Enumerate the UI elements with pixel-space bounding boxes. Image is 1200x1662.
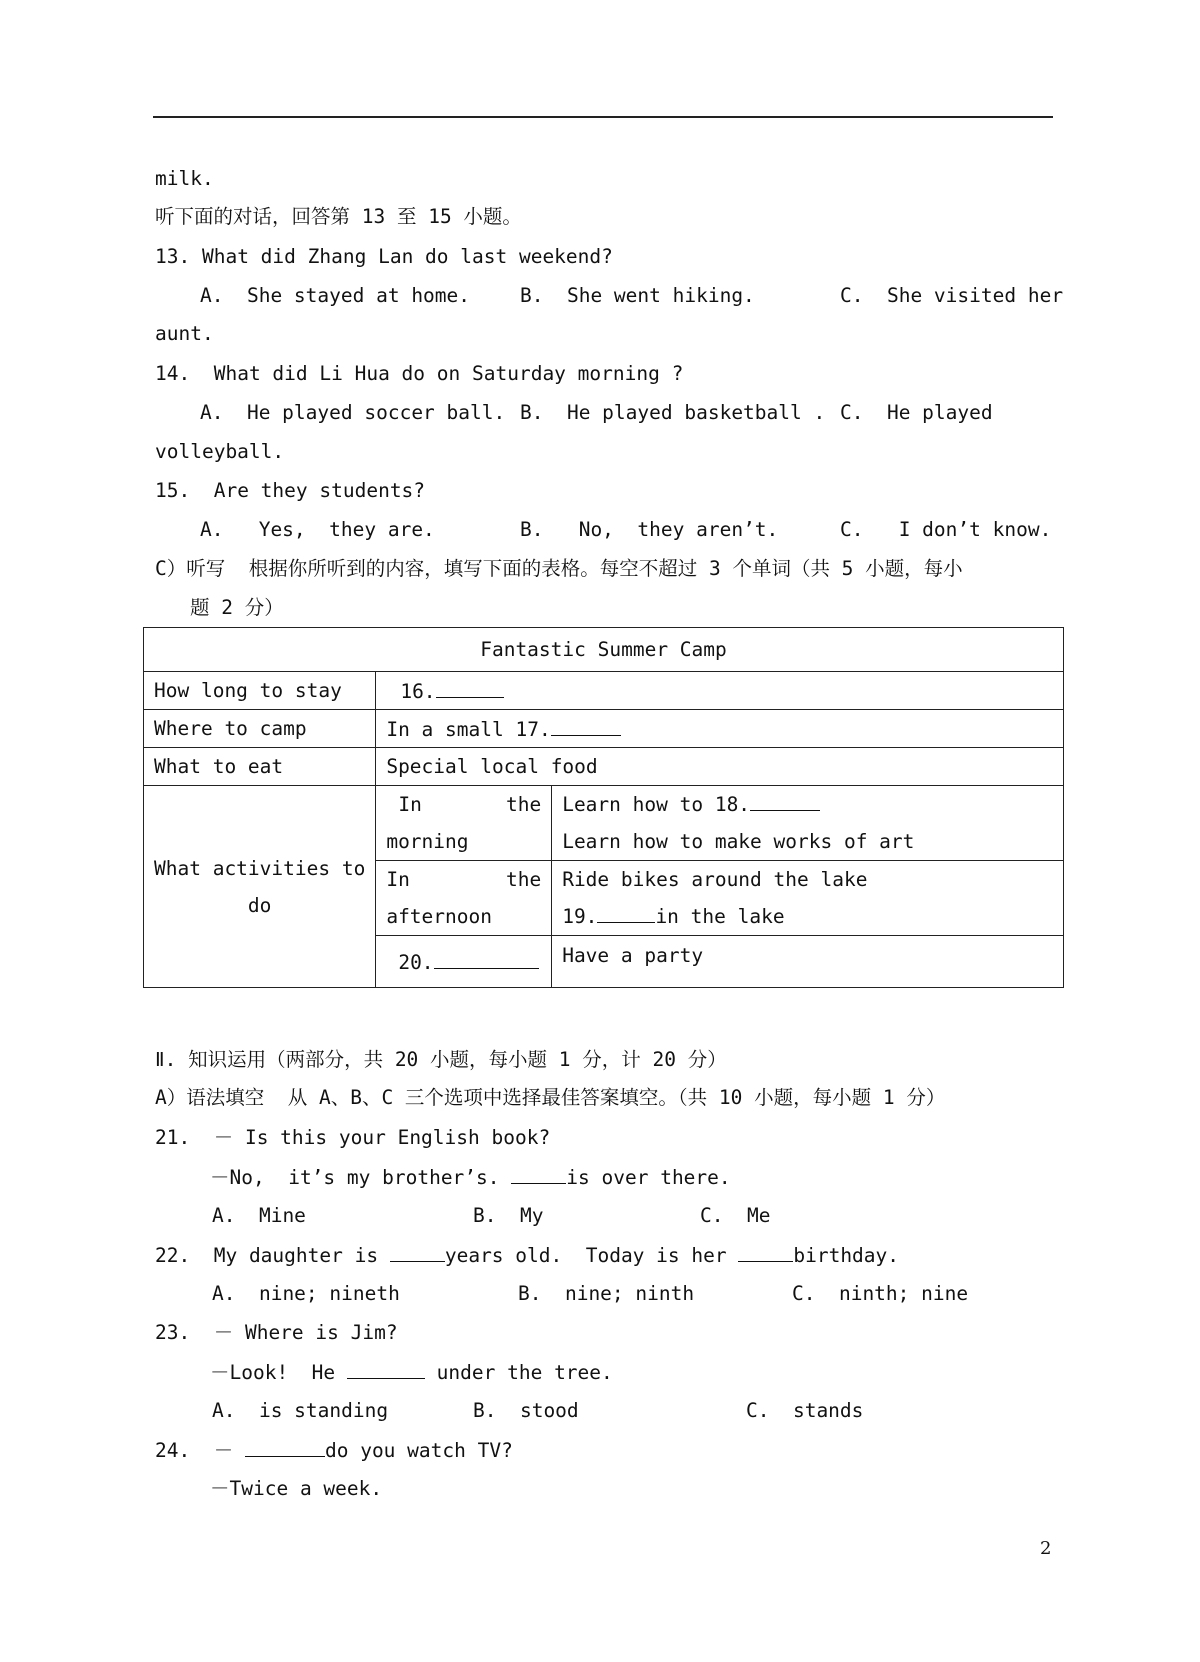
q14-option-a: A. He played soccer ball. [200, 401, 506, 424]
q21-option-c: C. Me [700, 1204, 771, 1227]
q23-reply: －Look! He under the tree. [210, 1361, 613, 1384]
question-13 [155, 245, 613, 269]
time-afternoon: In the afternoon [376, 861, 552, 936]
answer-blank-19[interactable] [597, 904, 655, 923]
q14-option-c-cont: volleyball. [155, 440, 285, 463]
q15-option-a: A. Yes, they are. [200, 518, 435, 541]
part2-heading: Ⅱ. 知识运用（两部分，共 20 小题，每小题 1 分，计 20 分） [155, 1048, 727, 1071]
q21-option-b: B. My [473, 1204, 544, 1227]
question-text: Are they students? [213, 479, 426, 502]
summer-camp-table [143, 627, 1064, 988]
q21-reply: －No, it’s my brother’s. is over there. [210, 1166, 731, 1189]
continuation-text: milk. [155, 167, 214, 190]
question-22: 22. My daughter is years old. Today is her birthday. [155, 1244, 900, 1267]
table-label-eat: What to eat [144, 748, 376, 786]
q23-option-c: C. stands [746, 1399, 864, 1422]
dictation-instruction-cont: 题 2 分） [190, 596, 284, 619]
table-label-activities: What activities to do [144, 786, 376, 988]
answer-blank-21[interactable] [511, 1165, 566, 1184]
question-text: What did Li Hua do on Saturday morning ? [213, 362, 684, 385]
q22-option-a: A. nine; nineth [212, 1282, 400, 1305]
q13-option-c-cont: aunt. [155, 322, 214, 345]
afternoon-activities: Ride bikes around the lake 19. in the lake [552, 861, 1064, 936]
question-number: 21. [155, 1126, 191, 1149]
table-value-where: In a small 17. [376, 710, 1064, 748]
question-number: 22. [155, 1244, 191, 1267]
q22-option-b: B. nine; ninth [518, 1282, 695, 1305]
part2-subheading: A）语法填空 从 A、B、C 三个选项中选择最佳答案填空。（共 10 小题，每小题 1 分） [155, 1086, 946, 1109]
q23-option-b: B. stood [473, 1399, 579, 1422]
question-14 [155, 362, 683, 386]
q13-option-c: C. She visited her [840, 284, 1064, 307]
answer-blank-22a[interactable] [390, 1243, 445, 1262]
question-number: 23. [155, 1321, 191, 1344]
dictation-instruction: C）听写 根据你所听到的内容，填写下面的表格。每空不超过 3 个单词（共 5 小题，每小 [155, 557, 963, 580]
q13-option-a: A. She stayed at home. [200, 284, 471, 307]
question-23: 23. － Where is Jim? [155, 1321, 398, 1344]
page-number: 2 [1040, 1538, 1052, 1559]
q14-option-b: B. He played basketball . [520, 401, 826, 424]
answer-blank-20[interactable] [434, 950, 539, 969]
morning-activities: Learn how to 18. Learn how to make works of art [552, 786, 1064, 861]
q15-option-b: B. No, they aren’t. [520, 518, 779, 541]
question-number: 14. [155, 362, 191, 385]
table-label-where: Where to camp [144, 710, 376, 748]
question-21: 21. － Is this your English book? [155, 1126, 551, 1149]
question-text: What did Zhang Lan do last weekend? [201, 245, 613, 268]
answer-blank-24[interactable] [245, 1438, 325, 1457]
evening-activity: Have a party [552, 936, 1064, 988]
question-number: 13. [155, 245, 191, 268]
time-evening: 20. [376, 936, 552, 988]
table-label-stay: How long to stay [144, 672, 376, 710]
q15-option-c: C. I don’t know. [840, 518, 1052, 541]
q23-option-a: A. is standing [212, 1399, 389, 1422]
answer-blank-16[interactable] [436, 679, 504, 698]
question-15 [155, 479, 425, 503]
time-morning: In the morning [376, 786, 552, 861]
listening-instruction: 听下面的对话，回答第 13 至 15 小题。 [155, 205, 522, 228]
q13-option-b: B. She went hiking. [520, 284, 755, 307]
answer-blank-17[interactable] [551, 717, 621, 736]
q22-option-c: C. ninth; nine [792, 1282, 969, 1305]
question-number: 15. [155, 479, 191, 502]
q24-reply: －Twice a week. [210, 1477, 383, 1500]
table-value-eat: Special local food [376, 748, 1064, 786]
table-title: Fantastic Summer Camp [144, 628, 1064, 672]
question-number: 24. [155, 1439, 191, 1462]
q21-option-a: A. Mine [212, 1204, 306, 1227]
answer-blank-22b[interactable] [738, 1243, 793, 1262]
table-value-stay: 16. [376, 672, 1064, 710]
answer-blank-18[interactable] [750, 792, 820, 811]
q14-option-c: C. He played [840, 401, 993, 424]
question-24: 24. － do you watch TV? [155, 1439, 513, 1462]
answer-blank-23[interactable] [347, 1360, 425, 1379]
header-rule [153, 116, 1053, 118]
